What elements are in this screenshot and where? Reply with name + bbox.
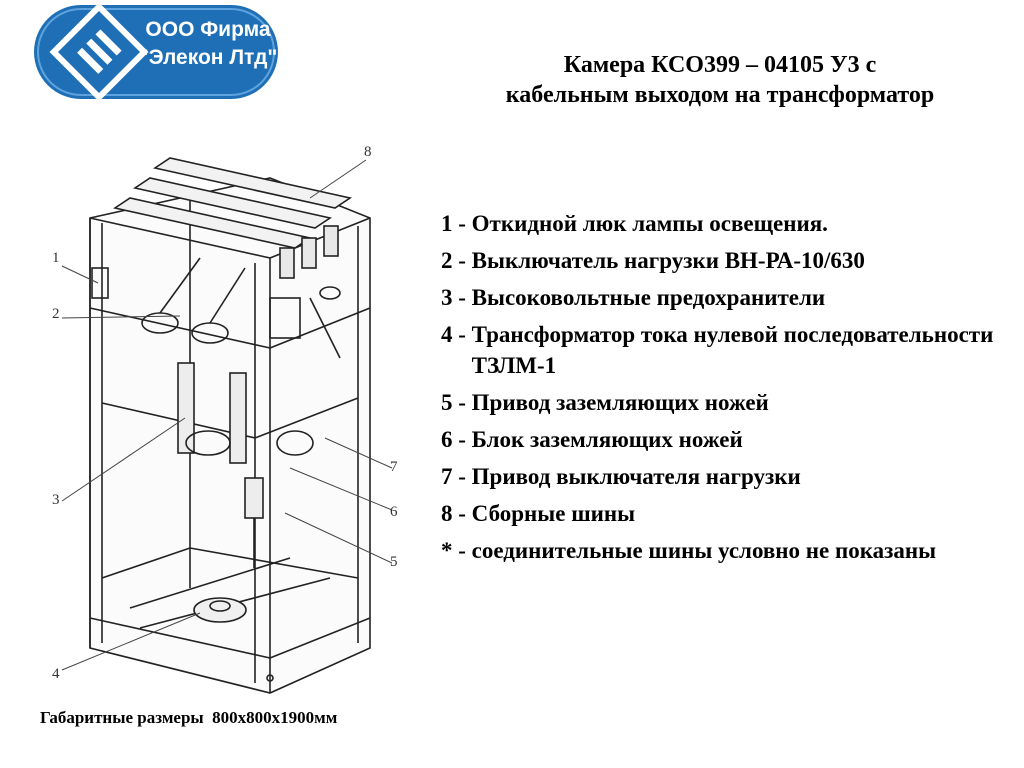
legend-mark: * - — [441, 538, 472, 563]
legend-item — [441, 387, 1011, 418]
callout-5: 5 — [390, 554, 398, 570]
legend-text: Блок заземляющих ножей — [471, 427, 743, 452]
legend-text: Откидной люк лампы освещения. — [471, 211, 828, 236]
callout-2: 2 — [52, 306, 60, 322]
page-title — [440, 50, 1000, 110]
legend-mark: 7 - — [441, 464, 472, 489]
dimensions-caption: Габаритные размеры 800х800х1900мм — [40, 708, 338, 727]
legend-text: Сборные шины — [471, 501, 636, 526]
legend-mark: 2 - — [441, 248, 472, 273]
legend-item — [441, 245, 1011, 276]
legend-mark: 6 - — [441, 427, 472, 452]
legend-mark: 1 - — [441, 211, 472, 236]
callout-6: 6 — [390, 504, 398, 520]
legend-mark: 8 - — [441, 501, 472, 526]
component-legend — [441, 208, 1011, 572]
callout-8: 8 — [364, 144, 372, 160]
legend-mark: 5 - — [441, 390, 472, 415]
legend-text: Трансформатор тока нулевой последовательности ТЗЛМ-1 — [471, 322, 994, 378]
logo-line-1: ООО Фирма — [145, 18, 271, 41]
legend-text: Выключатель нагрузки ВН-РА-10/630 — [471, 248, 865, 273]
callout-7: 7 — [390, 459, 398, 475]
legend-item — [441, 535, 1011, 566]
legend-text: Привод заземляющих ножей — [471, 390, 769, 415]
switchgear-cabinet-drawing — [40, 138, 420, 698]
legend-item — [441, 319, 1011, 381]
legend-item — [441, 424, 1011, 455]
legend-mark: 4 - — [441, 322, 472, 347]
legend-mark: 3 - — [441, 285, 472, 310]
callout-3: 3 — [52, 492, 60, 508]
callout-1: 1 — [52, 250, 60, 266]
legend-text: соединительные шины условно не показаны — [471, 538, 937, 563]
legend-item — [441, 282, 1011, 313]
title-line-2: кабельным выходом на трансформатор — [505, 82, 935, 108]
legend-item — [441, 498, 1011, 529]
legend-item — [441, 461, 1011, 492]
callout-4: 4 — [52, 666, 60, 682]
title-line-1: Камера КСО399 – 04105 У3 с — [563, 52, 877, 78]
logo-line-2: "Элекон Лтд" — [138, 46, 278, 69]
legend-text: Высоковольтные предохранители — [471, 285, 826, 310]
legend-item — [441, 208, 1011, 239]
company-logo — [32, 3, 280, 101]
legend-text: Привод выключателя нагрузки — [471, 464, 801, 489]
